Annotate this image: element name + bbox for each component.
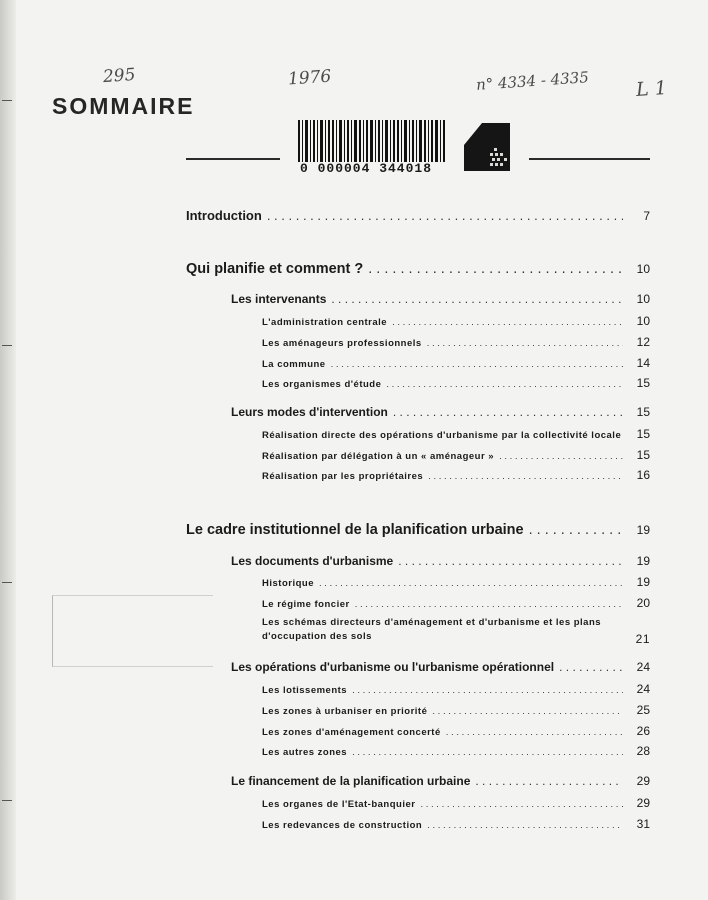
toc-entry-subsection[interactable]: Les aménageurs professionnels . . . 12 — [262, 335, 650, 349]
toc-entry-introduction[interactable]: Introduction . . . 7 — [186, 208, 650, 223]
toc-entry-subsection[interactable]: Les autres zones . . . 28 — [262, 744, 650, 758]
toc-entry-subsection[interactable]: Les redevances de construction . . . 31 — [262, 817, 650, 831]
toc-entry-section[interactable]: Leurs modes d'intervention . . . 15 — [231, 405, 650, 419]
toc-entry-subsection[interactable]: L'administration centrale . . . 10 — [262, 314, 650, 328]
toc-entry-subsection[interactable]: Les organismes d'étude . . . 15 — [262, 376, 650, 390]
toc-entry-section[interactable]: Les documents d'urbanisme . . . 19 — [231, 554, 650, 568]
toc-entry-subsection[interactable]: Historique . . . 19 — [262, 575, 650, 589]
handwritten-year: 1976 — [287, 66, 332, 90]
page-title: SOMMAIRE — [52, 93, 195, 119]
toc-entry-subsection-wrapped[interactable]: Les schémas directeurs d'aménagement et d'urbanisme et les plans d'occupation des sols 21 — [262, 617, 650, 646]
toc-entry-subsection[interactable]: Réalisation par délégation à un « aménageur » . . . 15 — [262, 448, 650, 462]
handwritten-corner-note: L 1 — [635, 76, 668, 102]
barcode-number: 0 000004 344018 — [299, 161, 433, 176]
toc-entry-subsection[interactable]: Réalisation directe des opérations d'urbanisme par la collectivité locale 15 — [262, 427, 650, 441]
toc-entry-subsection[interactable]: Les zones d'aménagement concerté . . . 26 — [262, 724, 650, 738]
toc-entry-part-1[interactable]: Qui planifie et comment ? . . . 10 — [186, 261, 650, 277]
toc-entry-section[interactable]: Le financement de la planification urbaine . . . 29 — [231, 774, 650, 788]
toc-entry-section[interactable]: Les opérations d'urbanisme ou l'urbanisme opérationnel . . . 24 — [231, 660, 650, 674]
toc-entry-subsection[interactable]: Les organes de l'Etat-banquier . . . 29 — [262, 796, 650, 810]
toc-entry-part-2[interactable]: Le cadre institutionnel de la planification urbaine . . . 19 — [186, 522, 650, 538]
toc-entry-subsection[interactable]: Les lotissements . . . 24 — [262, 682, 650, 696]
toc-entry-subsection[interactable]: Les zones à urbaniser en priorité . . . 25 — [262, 703, 650, 717]
handwritten-note-left: 295 — [102, 64, 137, 88]
toc-entry-subsection[interactable]: La commune . . . 14 — [262, 356, 650, 370]
toc-entry-section[interactable]: Les intervenants . . . 10 — [231, 292, 650, 306]
toc-entry-subsection[interactable]: Réalisation par les propriétaires . . . 16 — [262, 468, 650, 482]
handwritten-reference: n° 4334 - 4335 — [475, 68, 590, 94]
toc-entry-subsection[interactable]: Le régime foncier . . . 20 — [262, 596, 650, 610]
